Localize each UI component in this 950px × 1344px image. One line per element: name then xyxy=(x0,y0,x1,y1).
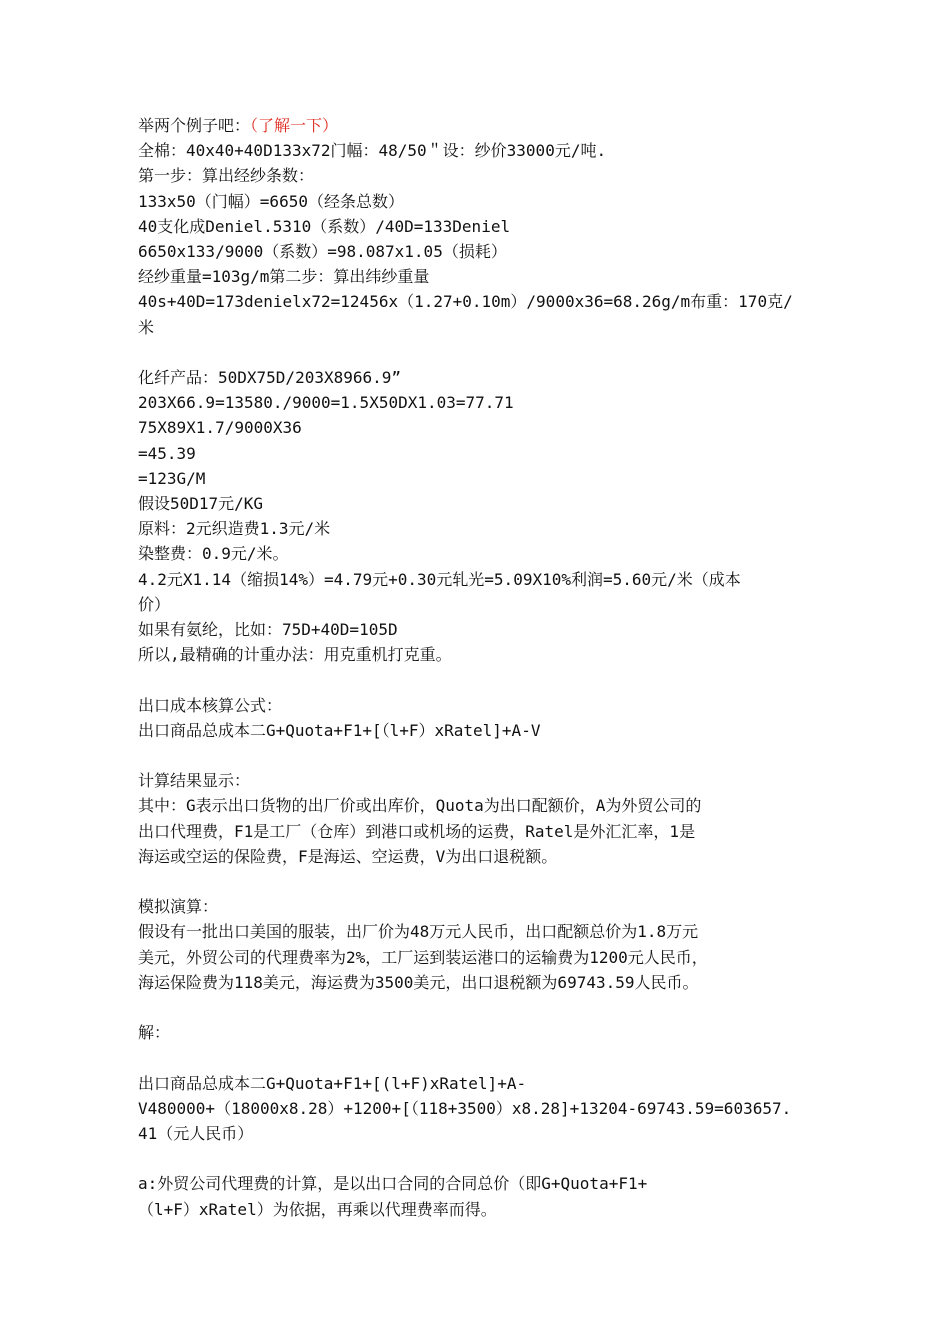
text-line: 203X66.9=13580./9000=1.5X50DX1.03=77.71 xyxy=(138,393,514,413)
paragraph-gap xyxy=(138,667,828,692)
text-line: 出口代理费，F1是工厂（仓库）到港口或机场的运费，Ratel是外汇汇率，1是 xyxy=(138,821,696,841)
text-line: 化纤产品：50DX75D/203X8966.9” xyxy=(138,368,402,388)
text-line: 染整费：0.9元/米。 xyxy=(138,544,289,564)
simulation-section xyxy=(138,894,828,995)
text-line: 4.2元X1.14（缩损14%）=4.79元+0.30元轧光=5.09X10%利润=5.60元/米（成本 xyxy=(138,569,741,589)
text-line: 所以,最精确的计重办法：用克重机打克重。 xyxy=(138,645,452,665)
text-line: 经纱重量=103g/m第二步：算出纬纱重量 xyxy=(138,267,430,287)
text-line: 模拟演算： xyxy=(138,897,219,917)
text-line: 原料：2元织造费1.3元/米 xyxy=(138,519,331,539)
paragraph-gap xyxy=(138,743,828,768)
text-line: 出口商品总成本二G+Quota+F1+[(l+F)xRatel]+A- xyxy=(138,1073,527,1093)
paragraph-gap xyxy=(138,1146,828,1171)
text-line: 133x50（门幅）=6650（经条总数） xyxy=(138,191,404,211)
text-line: 40s+40D=173denielx72=12456x（1.27+0.10m）/9000x36=68.26g/m布重：170克/ xyxy=(138,292,793,312)
text-line: 其中：G表示出口货物的出厂价或出库价，Quota为出口配额价，A为外贸公司的 xyxy=(138,796,702,816)
text-line: 价） xyxy=(138,594,171,614)
text-line: 75X89X1.7/9000X36 xyxy=(138,418,302,438)
text-line: 海运保险费为118美元，海运费为3500美元，出口退税额为69743.59人民币。 xyxy=(138,972,699,992)
intro-text: 举两个例子吧： xyxy=(138,116,251,135)
synthetic-example-section xyxy=(138,365,828,667)
text-line: a:外贸公司代理费的计算，是以出口合同的合同总价（即G+Quota+F1+ xyxy=(138,1174,648,1194)
text-line: 41（元人民币） xyxy=(138,1124,254,1144)
text-line: =123G/M xyxy=(138,468,206,488)
paragraph-gap xyxy=(138,995,828,1020)
text-line: 假设有一批出口美国的服装，出厂价为48万元人民币，出口配额总价为1.8万元 xyxy=(138,922,699,942)
cotton-example-section xyxy=(138,138,828,340)
text-line: 计算结果显示： xyxy=(138,771,251,791)
text-line: （l+F）xRatel）为依据，再乘以代理费率而得。 xyxy=(138,1199,497,1219)
text-line: 40支化成Deniel.5310（系数）/40D=133Deniel xyxy=(138,216,511,236)
intro-highlight: （了解一下） xyxy=(250,116,339,135)
text-line: 米 xyxy=(138,317,155,337)
intro-line xyxy=(138,113,828,138)
text-line: 解： xyxy=(138,1023,171,1043)
text-line: 第一步：算出经纱条数： xyxy=(138,166,315,186)
result-explanation-section xyxy=(138,768,828,869)
agency-fee-note-section xyxy=(138,1171,828,1221)
text-line: =45.39 xyxy=(138,443,196,463)
text-line: 全棉：40x40+40D133x72门幅：48/50＂设：纱价33000元/吨. xyxy=(138,141,607,161)
text-line: V480000+（18000x8.28）+1200+[（118+3500）x8.28]+13204-69743.59=603657. xyxy=(138,1098,792,1118)
solution-calc-section xyxy=(138,1071,828,1147)
text-line: 如果有氨纶，比如：75D+40D=105D xyxy=(138,620,398,640)
export-cost-formula-section xyxy=(138,693,828,743)
paragraph-gap xyxy=(138,340,828,365)
text-line: 出口成本核算公式： xyxy=(138,695,283,715)
text-line: 美元，外贸公司的代理费率为2%，工厂运到装运港口的运输费为1200元人民币， xyxy=(138,947,708,967)
document-page xyxy=(138,113,828,1222)
paragraph-gap xyxy=(138,869,828,894)
text-line: 出口商品总成本二G+Quota+F1+[（l+F）xRatel]+A-V xyxy=(138,720,541,740)
text-line: 6650x133/9000（系数）=98.087x1.05（损耗） xyxy=(138,242,507,262)
solution-heading-section xyxy=(138,1020,828,1045)
paragraph-gap xyxy=(138,1045,828,1070)
text-line: 假设50D17元/KG xyxy=(138,494,264,514)
text-line: 海运或空运的保险费，F是海运、空运费，V为出口退税额。 xyxy=(138,846,558,866)
